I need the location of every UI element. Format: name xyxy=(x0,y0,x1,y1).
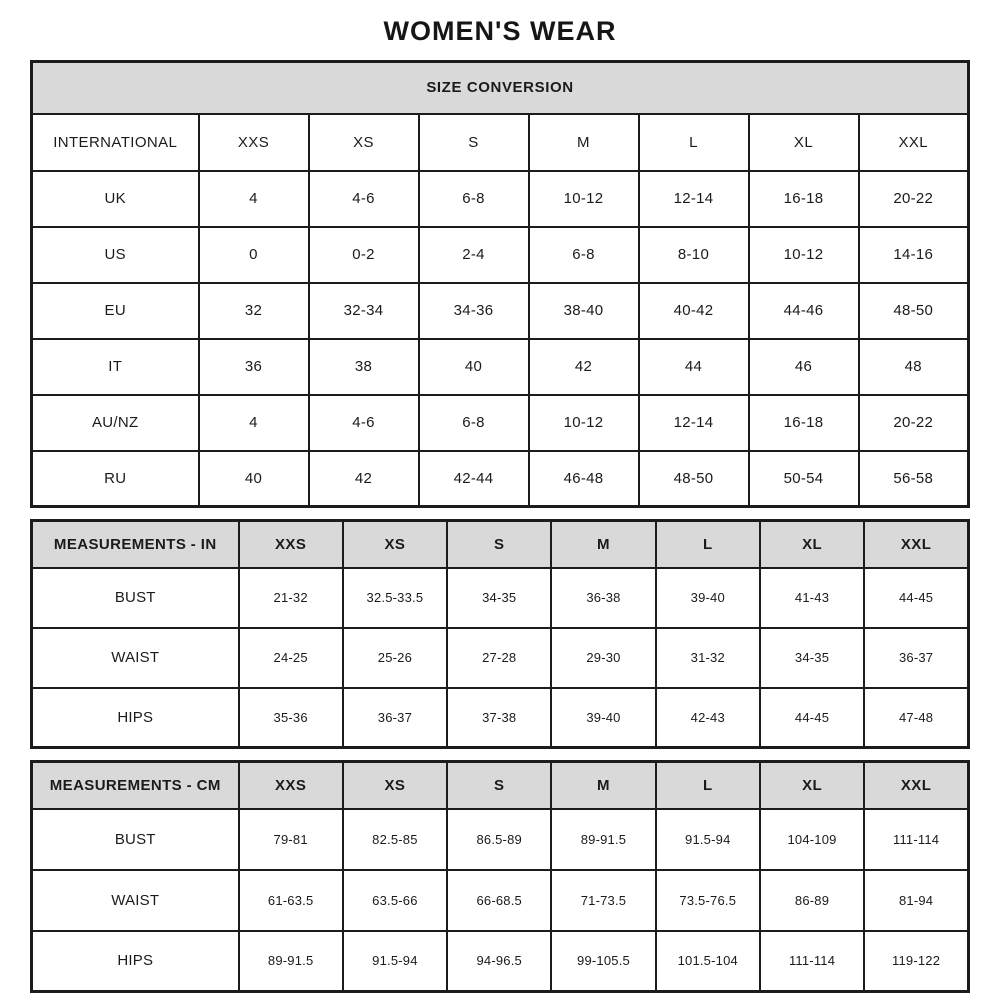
size-conversion-title: SIZE CONVERSION xyxy=(32,62,969,114)
size-cell: 48-50 xyxy=(639,451,749,507)
column-header-s: S xyxy=(447,762,551,809)
measurement-cell: 27-28 xyxy=(447,628,551,688)
column-header-xs: XS xyxy=(343,521,447,568)
size-cell: 6-8 xyxy=(529,227,639,283)
size-cell: 0-2 xyxy=(309,227,419,283)
measurement-cell: 37-38 xyxy=(447,688,551,748)
table-row-aunz xyxy=(32,395,969,451)
size-cell: 32 xyxy=(199,283,309,339)
size-cell: 50-54 xyxy=(749,451,859,507)
measurement-cell: 31-32 xyxy=(656,628,760,688)
row-label-us: US xyxy=(32,227,199,283)
size-cell: 20-22 xyxy=(859,395,969,451)
column-header-xxl: XXL xyxy=(864,762,968,809)
size-cell: 2-4 xyxy=(419,227,529,283)
measurement-cell: 39-40 xyxy=(656,568,760,628)
measurement-cell: 63.5-66 xyxy=(343,870,447,931)
measurement-cell: 89-91.5 xyxy=(239,931,343,992)
size-cell: 46 xyxy=(749,339,859,395)
size-cell: 32-34 xyxy=(309,283,419,339)
measurement-cell: 86.5-89 xyxy=(447,809,551,870)
measurement-cell: 29-30 xyxy=(551,628,655,688)
measurement-cell: 44-45 xyxy=(864,568,968,628)
table-row-us xyxy=(32,227,969,283)
column-header-measurements-cm: MEASUREMENTS - CM xyxy=(32,762,239,809)
size-cell: 10-12 xyxy=(529,395,639,451)
row-label-hips: HIPS xyxy=(32,931,239,992)
measurement-cell: 86-89 xyxy=(760,870,864,931)
measurement-cell: 91.5-94 xyxy=(656,809,760,870)
table-row-bust-cm xyxy=(32,809,969,870)
table-header-row xyxy=(32,521,969,568)
column-header-l: L xyxy=(639,114,749,171)
measurements-in-table xyxy=(30,519,970,749)
size-cell: 38-40 xyxy=(529,283,639,339)
measurement-cell: 34-35 xyxy=(447,568,551,628)
size-cell: 10-12 xyxy=(749,227,859,283)
column-header-xxl: XXL xyxy=(859,114,969,171)
size-cell: 12-14 xyxy=(639,395,749,451)
measurement-cell: 71-73.5 xyxy=(551,870,655,931)
measurement-cell: 73.5-76.5 xyxy=(656,870,760,931)
row-label-hips: HIPS xyxy=(32,688,239,748)
size-cell: 48-50 xyxy=(859,283,969,339)
measurement-cell: 94-96.5 xyxy=(447,931,551,992)
measurement-cell: 36-37 xyxy=(864,628,968,688)
table-row-waist-cm xyxy=(32,870,969,931)
measurement-cell: 35-36 xyxy=(239,688,343,748)
size-cell: 4-6 xyxy=(309,171,419,227)
measurement-cell: 119-122 xyxy=(864,931,968,992)
size-cell: 46-48 xyxy=(529,451,639,507)
row-label-uk: UK xyxy=(32,171,199,227)
measurement-cell: 32.5-33.5 xyxy=(343,568,447,628)
column-header-xxl: XXL xyxy=(864,521,968,568)
table-row-bust-in xyxy=(32,568,969,628)
measurement-cell: 41-43 xyxy=(760,568,864,628)
measurement-cell: 79-81 xyxy=(239,809,343,870)
measurement-cell: 101.5-104 xyxy=(656,931,760,992)
table-header-row xyxy=(32,762,969,809)
column-header-xs: XS xyxy=(343,762,447,809)
size-cell: 44 xyxy=(639,339,749,395)
column-header-m: M xyxy=(551,762,655,809)
column-header-international: INTERNATIONAL xyxy=(32,114,199,171)
measurement-cell: 66-68.5 xyxy=(447,870,551,931)
size-cell: 36 xyxy=(199,339,309,395)
row-label-waist: WAIST xyxy=(32,628,239,688)
size-cell: 44-46 xyxy=(749,283,859,339)
table-header-row xyxy=(32,114,969,171)
column-header-xxs: XXS xyxy=(199,114,309,171)
size-cell: 40-42 xyxy=(639,283,749,339)
size-cell: 8-10 xyxy=(639,227,749,283)
row-label-ru: RU xyxy=(32,451,199,507)
size-cell: 38 xyxy=(309,339,419,395)
measurement-cell: 89-91.5 xyxy=(551,809,655,870)
size-cell: 56-58 xyxy=(859,451,969,507)
measurement-cell: 91.5-94 xyxy=(343,931,447,992)
measurement-cell: 111-114 xyxy=(760,931,864,992)
measurement-cell: 25-26 xyxy=(343,628,447,688)
size-cell: 14-16 xyxy=(859,227,969,283)
size-cell: 34-36 xyxy=(419,283,529,339)
table-row-it xyxy=(32,339,969,395)
row-label-bust: BUST xyxy=(32,809,239,870)
column-header-xl: XL xyxy=(760,521,864,568)
measurement-cell: 36-38 xyxy=(551,568,655,628)
measurement-cell: 61-63.5 xyxy=(239,870,343,931)
table-row-waist-in xyxy=(32,628,969,688)
size-cell: 40 xyxy=(199,451,309,507)
table-row-hips-cm xyxy=(32,931,969,992)
size-cell: 4 xyxy=(199,395,309,451)
column-header-xxs: XXS xyxy=(239,521,343,568)
column-header-l: L xyxy=(656,762,760,809)
column-header-xl: XL xyxy=(749,114,859,171)
column-header-xxs: XXS xyxy=(239,762,343,809)
size-cell: 0 xyxy=(199,227,309,283)
measurement-cell: 111-114 xyxy=(864,809,968,870)
table-row-hips-in xyxy=(32,688,969,748)
row-label-aunz: AU/NZ xyxy=(32,395,199,451)
measurement-cell: 99-105.5 xyxy=(551,931,655,992)
measurement-cell: 21-32 xyxy=(239,568,343,628)
size-cell: 20-22 xyxy=(859,171,969,227)
column-header-m: M xyxy=(551,521,655,568)
table-row-ru xyxy=(32,451,969,507)
table-caption-row xyxy=(32,62,969,114)
measurement-cell: 24-25 xyxy=(239,628,343,688)
column-header-s: S xyxy=(447,521,551,568)
measurement-cell: 47-48 xyxy=(864,688,968,748)
size-cell: 42-44 xyxy=(419,451,529,507)
size-cell: 12-14 xyxy=(639,171,749,227)
column-header-m: M xyxy=(529,114,639,171)
row-label-it: IT xyxy=(32,339,199,395)
page-title: WOMEN'S WEAR xyxy=(383,16,617,46)
size-cell: 16-18 xyxy=(749,395,859,451)
column-header-l: L xyxy=(656,521,760,568)
measurements-cm-table xyxy=(30,760,970,993)
measurement-cell: 39-40 xyxy=(551,688,655,748)
column-header-s: S xyxy=(419,114,529,171)
size-cell: 48 xyxy=(859,339,969,395)
size-cell: 4 xyxy=(199,171,309,227)
table-row-uk xyxy=(32,171,969,227)
size-cell: 6-8 xyxy=(419,395,529,451)
measurement-cell: 34-35 xyxy=(760,628,864,688)
size-cell: 4-6 xyxy=(309,395,419,451)
table-row-eu xyxy=(32,283,969,339)
column-header-measurements-in: MEASUREMENTS - IN xyxy=(32,521,239,568)
size-conversion-table xyxy=(30,60,970,508)
size-cell: 16-18 xyxy=(749,171,859,227)
measurement-cell: 44-45 xyxy=(760,688,864,748)
size-cell: 40 xyxy=(419,339,529,395)
row-label-eu: EU xyxy=(32,283,199,339)
column-header-xl: XL xyxy=(760,762,864,809)
measurement-cell: 36-37 xyxy=(343,688,447,748)
measurement-cell: 81-94 xyxy=(864,870,968,931)
row-label-waist: WAIST xyxy=(32,870,239,931)
measurement-cell: 82.5-85 xyxy=(343,809,447,870)
measurement-cell: 104-109 xyxy=(760,809,864,870)
size-cell: 6-8 xyxy=(419,171,529,227)
measurement-cell: 42-43 xyxy=(656,688,760,748)
size-cell: 42 xyxy=(529,339,639,395)
size-cell: 42 xyxy=(309,451,419,507)
column-header-xs: XS xyxy=(309,114,419,171)
size-cell: 10-12 xyxy=(529,171,639,227)
row-label-bust: BUST xyxy=(32,568,239,628)
